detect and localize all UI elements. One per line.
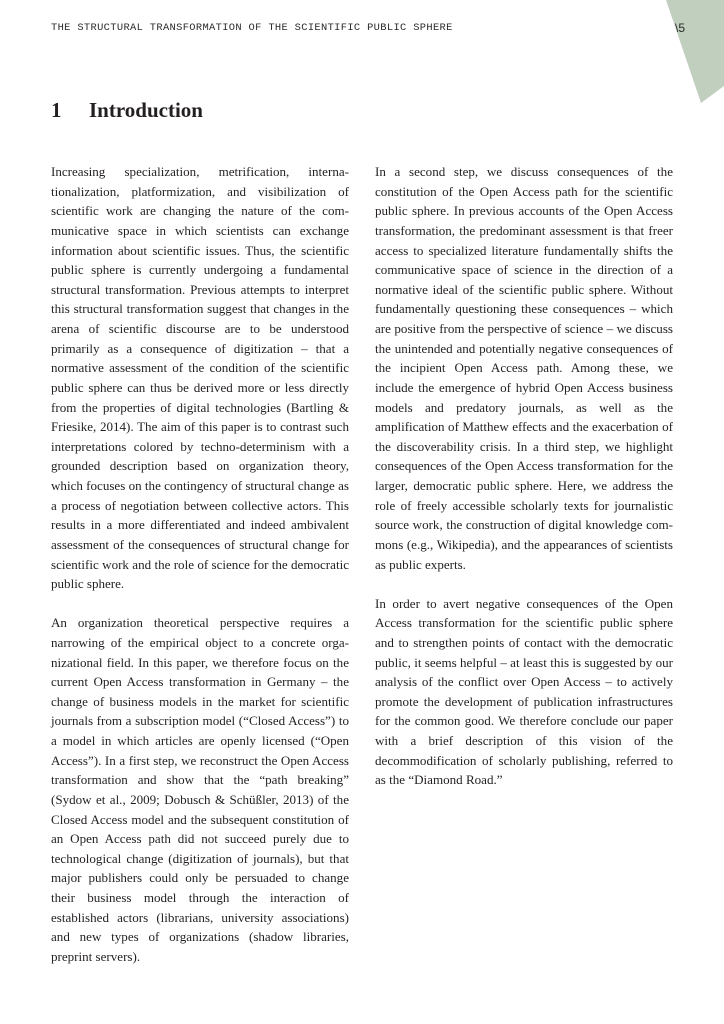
paragraph-intro-1: Increasing specialization, metrification, internationalization, platformization, and visibilization of scientific work are changing the nature of the communicative space in which scientists can exchange information about scientific issues. Thus, the scientific public sphere is currently undergoing a fundamental structural transformation. Previous attempts to interpret this structural transformation suggest that changes in the arena of scientific discourse are to be understood primarily as a consequence of digitization – that a normative assessment of the condition of the scientific public sphere can thus be derived more or less directly from the properties of digital technologies (Bartling & Friesike, 2014). The aim of this paper is to contrast such interpretations colored by techno-determinism with a grounded description based on organization theory, which focuses on the contingency of structural change as a process of negotiation between collective actors. This results in a more differentiated and indeed ambivalent assessment of the consequences of structural change for scientific work and the role of science for the democratic public sphere. (51, 164, 349, 592)
left-column (51, 162, 349, 986)
paragraph-intro-3: In a second step, we discuss consequences of the constitution of the Open Access path for the scientific public sphere. In previous accounts of the Open Access transformation, the predominant assessment is that freer access to specialized literature fundamentally shifts the communicative space of science in the direction of a normative ideal of the scientific public sphere. Without fundamentally questioning these consequences – which are positive from the perspective of science – we discuss the unintended and potentially negative consequences of the incipient Open Access path. Among these, we include the emergence of hybrid Open Access business models and predatory journals, as well as the amplification of Matthew effects and the exacerbation of the discoverability crisis. In a third step, we highlight consequences of the Open Access transformation for the larger, democratic public sphere. Here, we address the role of freely accessible scholarly texts for journalistic source work, the construction of digital knowledge commons (e.g., Wikipedia), and the appearances of scientists as public experts. (375, 164, 673, 572)
paragraph-intro-2: An organization theoretical perspective requires a narrowing of the empirical object to a concrete organizational field. In this paper, we therefore focus on the current Open Access transformation in Germany – the change of business models in the market for scientific journals from a subscription model (“Closed Access”) to a model in which articles are openly licensed (“Open Access”). In a first step, we reconstruct the Open Access transformation and show that the “path breaking” (Sydow et al., 2009; Dobusch & Schüßler, 2013) of the Closed Access model and the subsequent constitution of an Open Access path did not succeed purely due to technological change (digitization of journals), but that major publishers could only be persuaded to change their business model through the interaction of established actors (librarians, university associations) and new types of organizations (shadow libraries, preprint servers). (51, 615, 349, 964)
running-header-title: THE STRUCTURAL TRANSFORMATION OF THE SCIENTIFIC PUBLIC SPHERE (51, 22, 453, 34)
section-number: 1 (51, 98, 62, 122)
paragraph-intro-4: In order to avert negative consequences of the Open Access transformation for the scientific public sphere and to strengthen points of contact with the democratic public, it seems helpful – at least this is suggested by our analysis of the conflict over Open Access – to actively promote the development of publication infrastructures for the common good. We therefore conclude our paper with a brief description of this vision of the decommodification of scholarly publishing, referred to as the “Diamond Road.” (375, 595, 673, 788)
section-heading (51, 98, 203, 123)
corner-accent-shape (600, 0, 724, 110)
page-number: \5 (675, 21, 686, 35)
right-column (375, 162, 673, 810)
section-title: Introduction (89, 98, 203, 122)
